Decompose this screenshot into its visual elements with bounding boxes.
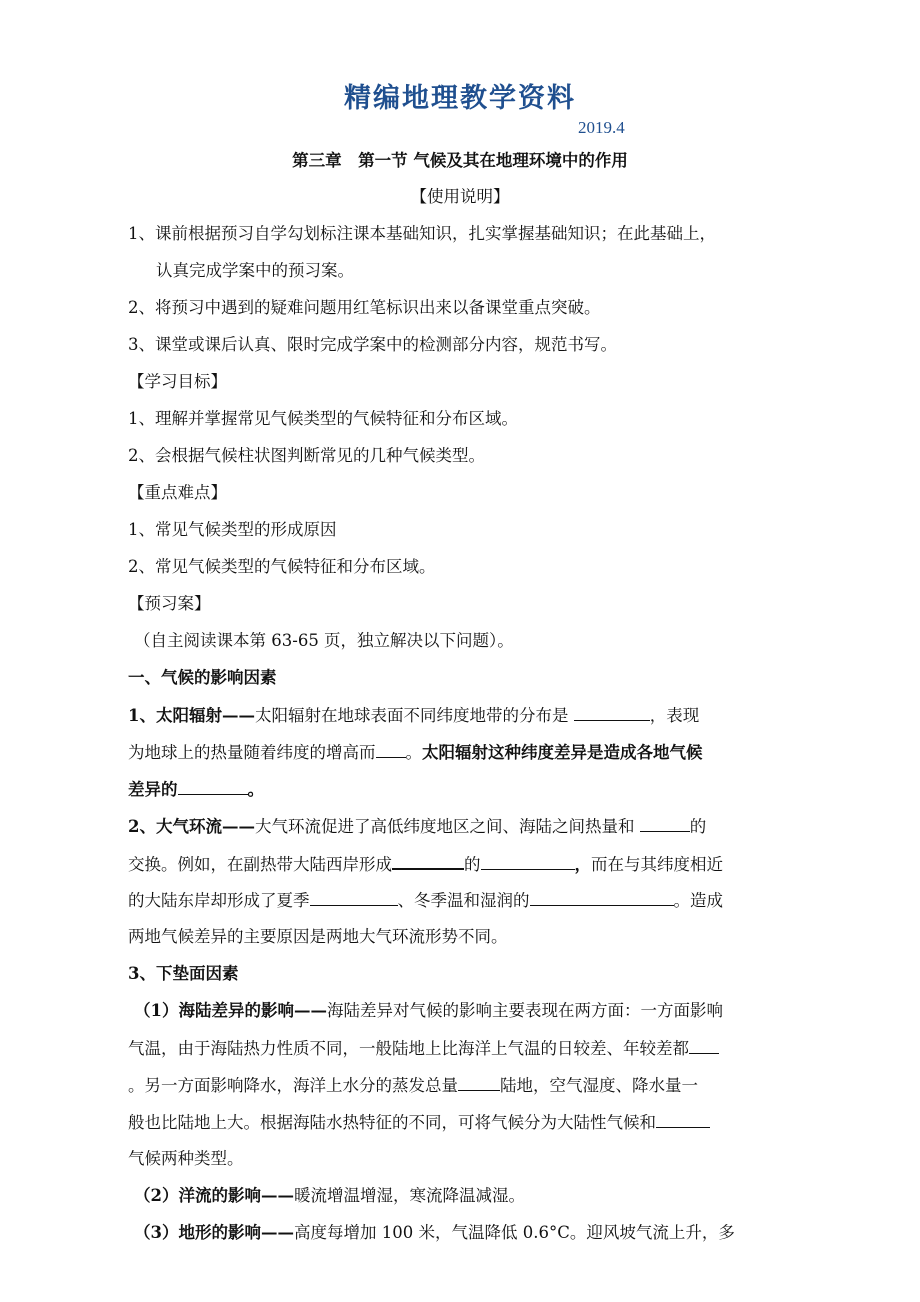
usage-item-3: 3、课堂或课后认真、限时完成学案中的检测部分内容，规范书写。 — [128, 335, 617, 354]
atmospheric-circulation-label: 2、大气环流—— — [128, 817, 255, 836]
paragraph-2-line-3: 的大陆东岸却形成了夏季 、冬季温和湿润的 。造成 — [128, 891, 723, 910]
objectives-heading: 【学习目标】 — [128, 372, 227, 391]
keypoints-heading: 【重点难点】 — [128, 483, 227, 502]
paragraph-1-line-3: 差异的 。 — [128, 780, 264, 799]
document-date: 2019.4 — [578, 118, 625, 137]
fill-blank[interactable] — [178, 778, 248, 795]
land-sea-line-3: 。另一方面影响降水，海洋上水分的蒸发总量 陆地，空气湿度、降水量一 — [128, 1076, 698, 1095]
usage-item-1-cont: 认真完成学案中的预习案。 — [156, 261, 354, 280]
land-sea-line-5: 气候两种类型。 — [128, 1149, 244, 1168]
underlying-surface-heading: 3、下垫面因素 — [128, 964, 239, 983]
paragraph-2-line-4: 两地气候差异的主要原因是两地大气环流形势不同。 — [128, 927, 508, 946]
paragraph-1-line-2: 为地球上的热量随着纬度的增高而 。太阳辐射这种纬度差异是造成各地气候 — [128, 743, 703, 762]
fill-blank[interactable] — [481, 853, 575, 870]
paragraph-1-line-1: 1、太阳辐射——太阳辐射在地球表面不同纬度地带的分布是 ，表现 — [128, 706, 700, 725]
usage-item-2: 2、将预习中遇到的疑难问题用红笔标识出来以备课堂重点突破。 — [128, 298, 601, 317]
paragraph-2-line-2: 交换。例如，在副热带大陆西岸形成 的 ，而在与其纬度相近 — [128, 852, 723, 876]
fill-blank[interactable] — [392, 852, 464, 870]
fill-blank[interactable] — [458, 1074, 500, 1091]
land-sea-line-2: 气温，由于海陆热力性质不同，一般陆地上比海洋上气温的日较差、年较差都 — [128, 1037, 719, 1060]
keypoints-item-2: 2、常见气候类型的气候特征和分布区域。 — [128, 557, 436, 576]
document-header-title: 精编地理教学资料 — [344, 83, 576, 114]
objectives-item-2: 2、会根据气候柱状图判断常见的几种气候类型。 — [128, 446, 485, 465]
section-1-heading: 一、气候的影响因素 — [128, 668, 277, 687]
chapter-title: 第三章 第一节 气候及其在地理环境中的作用 — [292, 151, 628, 170]
terrain-line: （3）地形的影响——高度每增加 100 米，气温降低 0.6°C。迎风坡气流上升，多 — [134, 1223, 735, 1242]
preview-intro: （自主阅读课本第 63-65 页，独立解决以下问题）。 — [134, 631, 514, 650]
usage-heading: 【使用说明】 — [410, 187, 510, 206]
ocean-current-label: （2）洋流的影响—— — [134, 1186, 294, 1205]
fill-blank[interactable] — [530, 889, 674, 906]
land-sea-label: （1）海陆差异的影响—— — [134, 1001, 327, 1020]
fill-blank[interactable] — [656, 1111, 710, 1128]
fill-blank[interactable] — [376, 741, 406, 758]
fill-blank[interactable] — [689, 1037, 719, 1054]
objectives-item-1: 1、理解并掌握常见气候类型的气候特征和分布区域。 — [128, 409, 518, 428]
paragraph-2-line-1: 2、大气环流——大气环流促进了高低纬度地区之间、海陆之间热量和 的 — [128, 817, 707, 836]
land-sea-line-1: （1）海陆差异的影响——海陆差异对气候的影响主要表现在两方面：一方面影响 — [134, 1001, 723, 1020]
ocean-current-line: （2）洋流的影响——暖流增温增湿，寒流降温减湿。 — [134, 1186, 525, 1205]
land-sea-line-4: 般也比陆地上大。根据海陆水热特征的不同，可将气候分为大陆性气候和 — [128, 1111, 710, 1134]
fill-blank[interactable] — [310, 889, 398, 906]
fill-blank[interactable] — [640, 815, 690, 832]
usage-item-1: 1、课前根据预习自学勾划标注课本基础知识，扎实掌握基础知识；在此基础上， — [128, 224, 716, 243]
terrain-label: （3）地形的影响—— — [134, 1223, 294, 1242]
preview-heading: 【预习案】 — [128, 594, 211, 613]
solar-radiation-label: 1、太阳辐射—— — [128, 706, 255, 725]
keypoints-item-1: 1、常见气候类型的形成原因 — [128, 520, 337, 539]
fill-blank[interactable] — [574, 704, 650, 721]
